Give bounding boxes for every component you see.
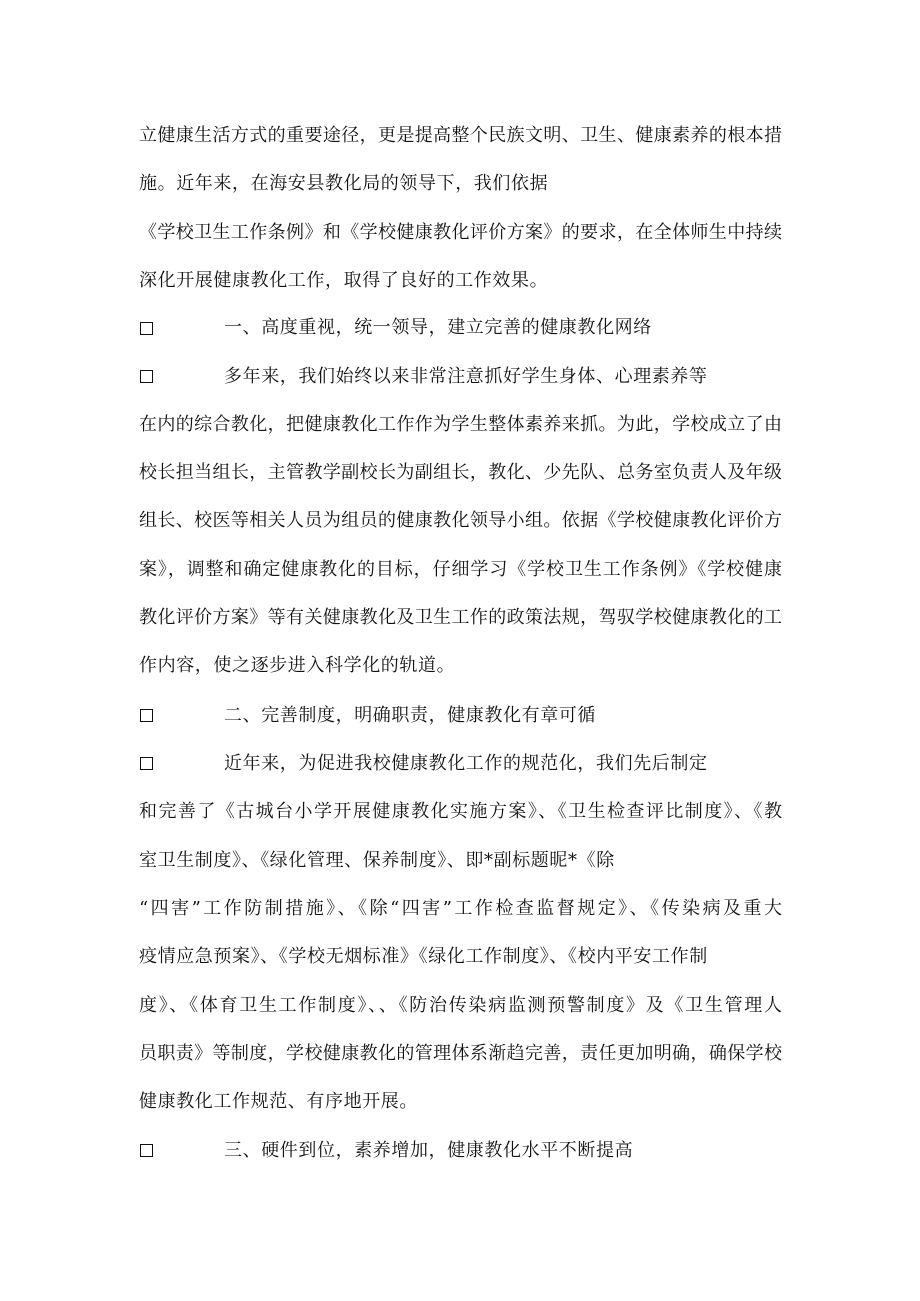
body-line: 立健康生活方式的重要途径，更是提高整个民族文明、卫生、健康素养的根本措: [139, 125, 782, 146]
paragraph-first-line: 近年来，为促进我校健康教化工作的规范化，我们先后制定: [224, 753, 708, 774]
body-line: 深化开展健康教化工作，取得了良好的工作效果。: [139, 270, 549, 291]
body-line: 案》，调整和确定健康教化的目标，仔细学习《学校卫生工作条例》《学校健康: [139, 559, 782, 580]
body-line: 《学校卫生工作条例》和《学校健康教化评价方案》的要求，在全体师生中持续: [139, 222, 782, 243]
body-line: 组长、校医等相关人员为组员的健康教化领导小组。依据《学校健康教化评价方: [139, 510, 782, 531]
body-line: 作内容，使之逐步进入科学化的轨道。: [139, 655, 456, 676]
body-line: 室卫生制度》、《绿化管理、保养制度》、即*副标题昵*《除: [139, 850, 615, 871]
checkbox-icon: [140, 757, 153, 770]
section-heading: 一、高度重视，统一领导，建立完善的健康教化网络: [224, 317, 652, 338]
paragraph-first-line: 多年来，我们始终以来非常注意抓好学生身体、心理素养等: [224, 366, 708, 387]
body-line: 和完善了《古城台小学开展健康教化实施方案》、《卫生检查评比制度》、《教: [139, 801, 782, 822]
body-line: 度》、《体育卫生工作制度》、、《防治传染病监测预警制度》及《卫生管理人: [139, 995, 782, 1016]
checkbox-icon: [140, 370, 153, 383]
body-line: 健康教化工作规范、有序地开展。: [139, 1091, 418, 1112]
section-heading: 三、硬件到位，素养增加，健康教化水平不断提高: [224, 1140, 634, 1161]
body-line: 疫情应急预案》、《学校无烟标准》《绿化工作制度》、《校内平安工作制: [139, 946, 708, 967]
checkbox-icon: [140, 322, 153, 335]
section-heading: 二、完善制度，明确职责，健康教化有章可循: [224, 705, 596, 726]
body-line: 教化评价方案》等有关健康教化及卫生工作的政策法规，驾驭学校健康教化的工: [139, 607, 782, 628]
checkbox-icon: [140, 709, 153, 722]
body-line: “四害”工作防制措施》、《除“四害”工作检查监督规定》、《传染病及重大: [139, 898, 782, 919]
checkbox-icon: [140, 1144, 153, 1157]
body-line: 员职责》等制度，学校健康教化的管理体系渐趋完善，责任更加明确，确保学校: [139, 1043, 782, 1064]
body-line: 校长担当组长，主管教学副校长为副组长，教化、少先队、总务室负责人及年级: [139, 462, 782, 483]
body-line: 在内的综合教化，把健康教化工作作为学生整体素养来抓。为此，学校成立了由: [139, 414, 782, 435]
body-line: 施。近年来，在海安县教化局的领导下，我们依据: [139, 173, 549, 194]
